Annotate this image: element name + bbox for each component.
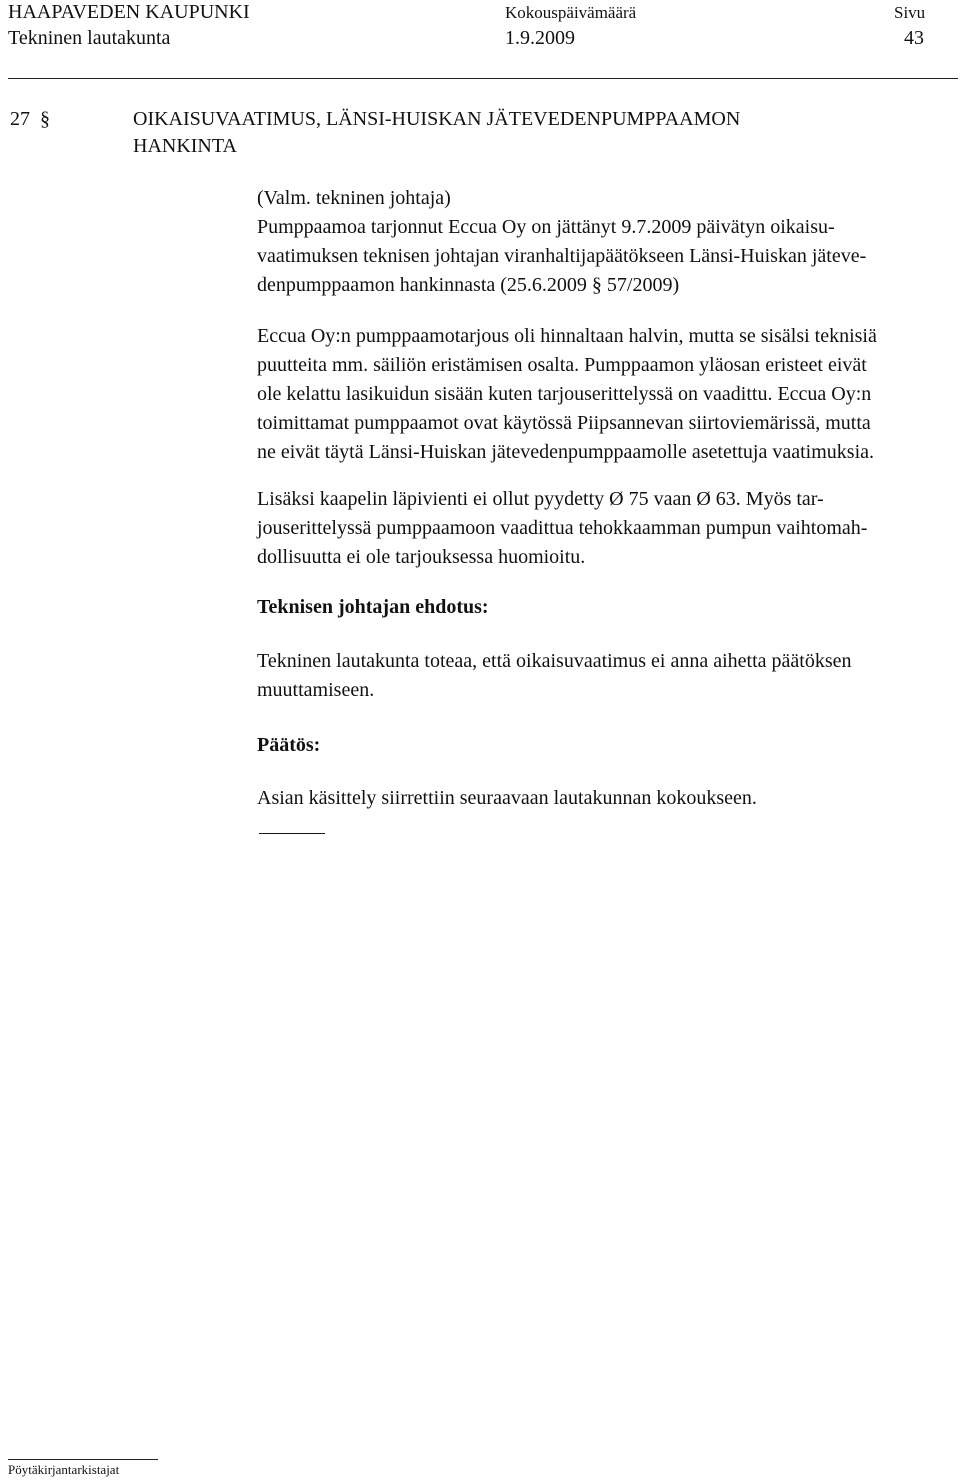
section-symbol: § — [40, 108, 50, 130]
paragraph-line: ne eivät täytä Länsi-Huiskan jätevedenpumppaamolle asetettuja vaatimuksia. — [257, 441, 875, 463]
header-divider — [8, 78, 958, 79]
intro-block — [257, 184, 957, 300]
proposal-heading: Teknisen johtajan ehdotus: — [257, 596, 489, 618]
paragraph-line: ole kelattu lasikuidun sisään kuten tarjouserittelyssä on vaadittu. Eccua Oy:n — [257, 383, 872, 405]
proposal-text — [257, 647, 957, 705]
paragraph-line: jouserittelyssä pumppaamoon vaadittua tehokkaamman pumpun vaihtomah- — [257, 517, 868, 539]
paragraph-line: dollisuutta ei ole tarjouksessa huomioitu. — [257, 546, 586, 568]
preparer-note: (Valm. tekninen johtaja) — [257, 187, 451, 209]
paragraph-line: Lisäksi kaapelin läpivienti ei ollut pyydetty Ø 75 vaan Ø 63. Myös tar- — [257, 488, 824, 510]
signature-line — [8, 1459, 158, 1460]
meeting-date: 1.9.2009 — [505, 27, 575, 49]
section-title-line2: HANKINTA — [133, 135, 237, 157]
decision-text: Asian käsittely siirrettiin seuraavaan lautakunnan kokoukseen. — [257, 787, 757, 809]
proposal-line: Tekninen lautakunta toteaa, että oikaisuvaatimus ei anna aihetta päätöksen — [257, 650, 852, 672]
meeting-date-label: Kokouspäivämäärä — [505, 3, 637, 22]
organization-name: HAAPAVEDEN KAUPUNKI — [8, 1, 250, 23]
page-number: 43 — [904, 27, 924, 49]
end-of-section-mark — [259, 833, 325, 834]
board-name: Tekninen lautakunta — [8, 27, 171, 49]
intro-line: vaatimuksen teknisen johtajan viranhaltijapäätökseen Länsi-Huiskan jäteve- — [257, 245, 867, 267]
section-title-line1: OIKAISUVAATIMUS, LÄNSI-HUISKAN JÄTEVEDENPUMPPAAMON — [133, 108, 741, 130]
paragraph-2 — [257, 485, 957, 572]
page-label: Sivu — [894, 3, 926, 22]
proposal-line: muuttamiseen. — [257, 679, 375, 701]
section-number: 27 — [10, 108, 30, 130]
paragraph-1 — [257, 322, 957, 467]
paragraph-line: toimittamat pumppaamot ovat käytössä Piipsannevan siirtoviemärissä, mutta — [257, 412, 871, 434]
intro-line: Pumppaamoa tarjonnut Eccua Oy on jättänyt 9.7.2009 päivätyn oikaisu- — [257, 216, 835, 238]
paragraph-line: puutteita mm. säiliön eristämisen osalta. Pumppaamon yläosan eristeet eivät — [257, 354, 867, 376]
intro-line: denpumppaamon hankinnasta (25.6.2009 § 57/2009) — [257, 274, 680, 296]
paragraph-line: Eccua Oy:n pumppaamotarjous oli hinnaltaan halvin, mutta se sisälsi teknisiä — [257, 325, 877, 347]
reviewers-label: Pöytäkirjantarkistajat — [8, 1462, 120, 1477]
decision-heading: Päätös: — [257, 734, 321, 756]
